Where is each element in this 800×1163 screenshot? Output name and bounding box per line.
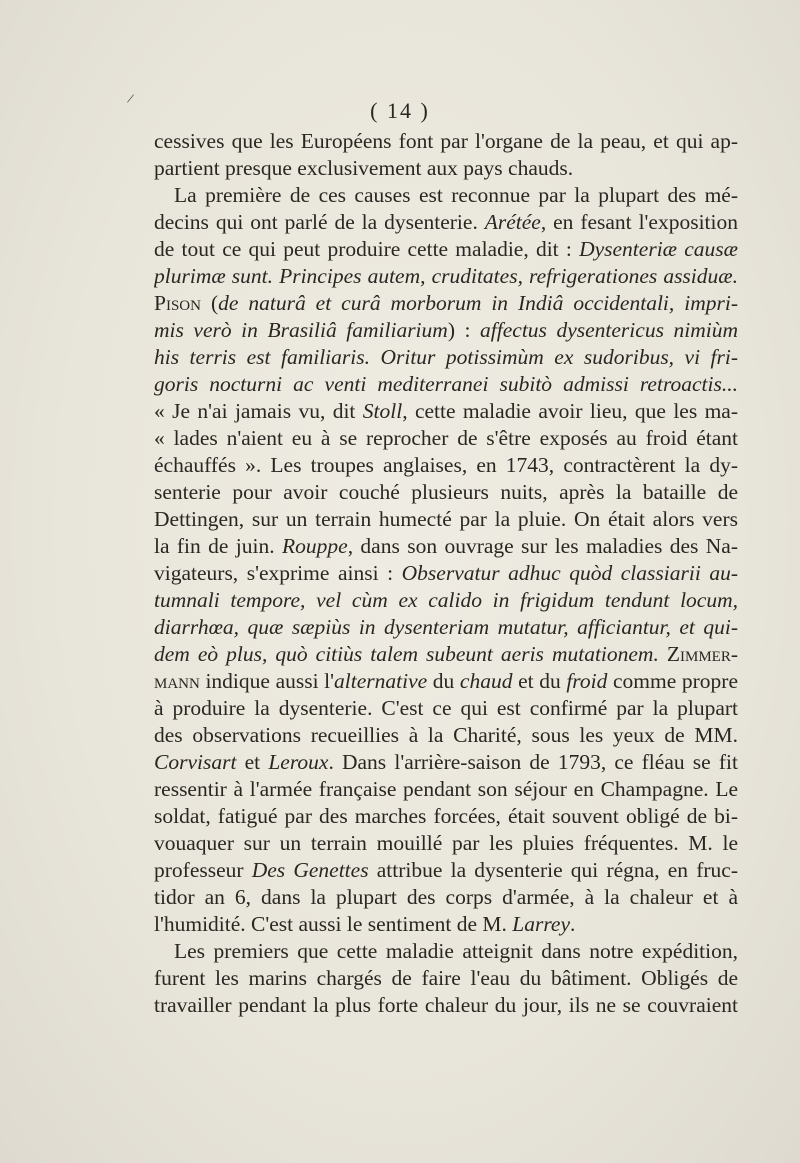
- text-line: [154, 425, 738, 452]
- small-caps-name: Zimmer-: [666, 642, 738, 666]
- text-line: [154, 884, 738, 911]
- text-segment: attribue la dysenterie qui régna, en fruc-: [368, 858, 738, 882]
- text-segment: ressentir à l'armée française pendant son séjour en Champagne. Le: [154, 777, 738, 801]
- text-line: [154, 371, 738, 398]
- page-number: ( 14 ): [370, 98, 430, 123]
- italic-text: Stoll: [362, 399, 403, 423]
- italic-text: goris nocturni ac venti mediterranei subitò admissi retroactis...: [154, 372, 738, 396]
- text-line: [154, 128, 738, 155]
- small-caps-name: mann: [154, 669, 200, 693]
- text-segment: vigateurs, s'exprime ainsi :: [154, 561, 402, 585]
- text-line: [154, 857, 738, 884]
- text-line: [154, 317, 738, 344]
- text-segment: professeur: [154, 858, 252, 882]
- text-segment: la fin de juin.: [154, 534, 282, 558]
- text-segment: , dans son ouvrage sur les maladies des Na-: [347, 534, 738, 558]
- text-line: [154, 965, 738, 992]
- body-text: [154, 128, 738, 1019]
- text-line: [154, 938, 738, 965]
- text-line: [154, 182, 738, 209]
- text-line: [154, 344, 738, 371]
- italic-text: plurimæ sunt. Principes autem, cruditates, refrigerationes assiduæ.: [154, 264, 738, 288]
- italic-text: Observatur adhuc quòd classiarii au-: [401, 561, 738, 585]
- italic-text: de naturâ et curâ morborum in Indiâ occidentali, impri-: [218, 291, 738, 315]
- italic-text: Corvisart: [154, 750, 237, 774]
- italic-text: mis verò in Brasiliâ familiarium: [154, 318, 448, 342]
- text-line: [154, 992, 738, 1019]
- text-line: [154, 749, 738, 776]
- text-segment: partient presque exclusivement aux pays chauds.: [154, 156, 574, 180]
- text-line: [154, 263, 738, 290]
- text-line: [154, 209, 738, 236]
- italic-text: Larrey: [512, 912, 571, 936]
- text-line: [154, 560, 738, 587]
- text-segment: échauffés ». Les troupes anglaises, en 1743, contractèrent la dy-: [154, 453, 738, 477]
- italic-text: his terris est familiaris. Oritur potissimùm ex sudoribus, vi fri-: [154, 345, 738, 369]
- text-segment: , cette maladie avoir lieu, que les ma-: [402, 399, 738, 423]
- text-line: [154, 614, 738, 641]
- text-segment: et: [236, 750, 269, 774]
- text-segment: et du: [512, 669, 567, 693]
- small-caps-name: Pison: [154, 291, 201, 315]
- text-segment: . Dans l'arrière-saison de 1793, ce fléau se fit: [328, 750, 738, 774]
- text-segment: (: [200, 291, 219, 315]
- text-line: [154, 236, 738, 263]
- text-segment: « lades n'aient eu à se reprocher de s'être exposés au froid étant: [154, 426, 738, 450]
- text-segment: ) :: [447, 318, 481, 342]
- text-segment: decins qui ont parlé de la dysenterie.: [154, 210, 485, 234]
- text-line: [154, 452, 738, 479]
- text-line: [154, 479, 738, 506]
- margin-mark: /: [125, 91, 135, 108]
- italic-text: dem eò plus, quò citiùs talem subeunt aeris mutationem.: [154, 642, 659, 666]
- italic-text: Des Genettes: [251, 858, 369, 882]
- text-segment: Les premiers que cette maladie atteignit dans notre expédition,: [174, 939, 738, 963]
- text-segment: « Je n'ai jamais vu, dit: [154, 399, 363, 423]
- text-segment: cessives que les Européens font par l'organe de la peau, et qui ap-: [154, 129, 738, 153]
- text-segment: , en fesant l'exposition: [540, 210, 738, 234]
- italic-text: Dysenteriæ causæ: [579, 237, 738, 261]
- text-segment: des observations recueillies à la Charité, sous les yeux de MM.: [154, 723, 738, 747]
- italic-text: Rouppe: [282, 534, 348, 558]
- text-line: [154, 911, 738, 938]
- text-segment: comme propre: [607, 669, 738, 693]
- italic-text: alternative: [334, 669, 428, 693]
- text-segment: l'humidité. C'est aussi le sentiment de M.: [154, 912, 513, 936]
- text-line: [154, 506, 738, 533]
- text-segment: senterie pour avoir couché plusieurs nuits, après la bataille de: [154, 480, 738, 504]
- text-segment: soldat, fatigué par des marches forcées, était souvent obligé de bi-: [154, 804, 738, 828]
- text-segment: à produire la dysenterie. C'est ce qui est confirmé par la plupart: [154, 696, 738, 720]
- text-line: [154, 668, 738, 695]
- text-line: [154, 587, 738, 614]
- text-segment: travailler pendant la plus forte chaleur du jour, ils ne se couvraient: [154, 993, 738, 1017]
- italic-text: froid: [566, 669, 608, 693]
- italic-text: tumnali tempore, vel cùm ex calido in frigidum tendunt locum,: [154, 588, 738, 612]
- text-segment: tidor an 6, dans la plupart des corps d'armée, à la chaleur et à: [154, 885, 738, 909]
- text-line: [154, 398, 738, 425]
- text-line: [154, 641, 738, 668]
- italic-text: affectus dysentericus nimiùm: [480, 318, 738, 342]
- text-segment: Dettingen, sur un terrain humecté par la pluie. On était alors vers: [154, 507, 738, 531]
- text-segment: .: [570, 912, 576, 936]
- text-line: [154, 776, 738, 803]
- text-segment: La première de ces causes est reconnue par la plupart des mé-: [174, 183, 738, 207]
- text-segment: furent les marins chargés de faire l'eau du bâtiment. Obligés de: [154, 966, 738, 990]
- italic-text: Leroux: [268, 750, 329, 774]
- text-segment: vouaquer sur un terrain mouillé par les pluies fréquentes. M. le: [154, 831, 738, 855]
- text-line: [154, 533, 738, 560]
- text-segment: de tout ce qui peut produire cette maladie, dit :: [154, 237, 580, 261]
- italic-text: chaud: [459, 669, 513, 693]
- text-segment: [659, 642, 667, 666]
- text-line: [154, 722, 738, 749]
- italic-text: diarrhœa, quæ sæpiùs in dysenteriam mutatur, afficiantur, et qui-: [154, 615, 738, 639]
- text-segment: du: [427, 669, 460, 693]
- text-line: [154, 155, 738, 182]
- italic-text: Arétée: [484, 210, 541, 234]
- text-line: [154, 830, 738, 857]
- text-line: [154, 290, 738, 317]
- text-segment: indique aussi l': [199, 669, 335, 693]
- text-line: [154, 803, 738, 830]
- text-line: [154, 695, 738, 722]
